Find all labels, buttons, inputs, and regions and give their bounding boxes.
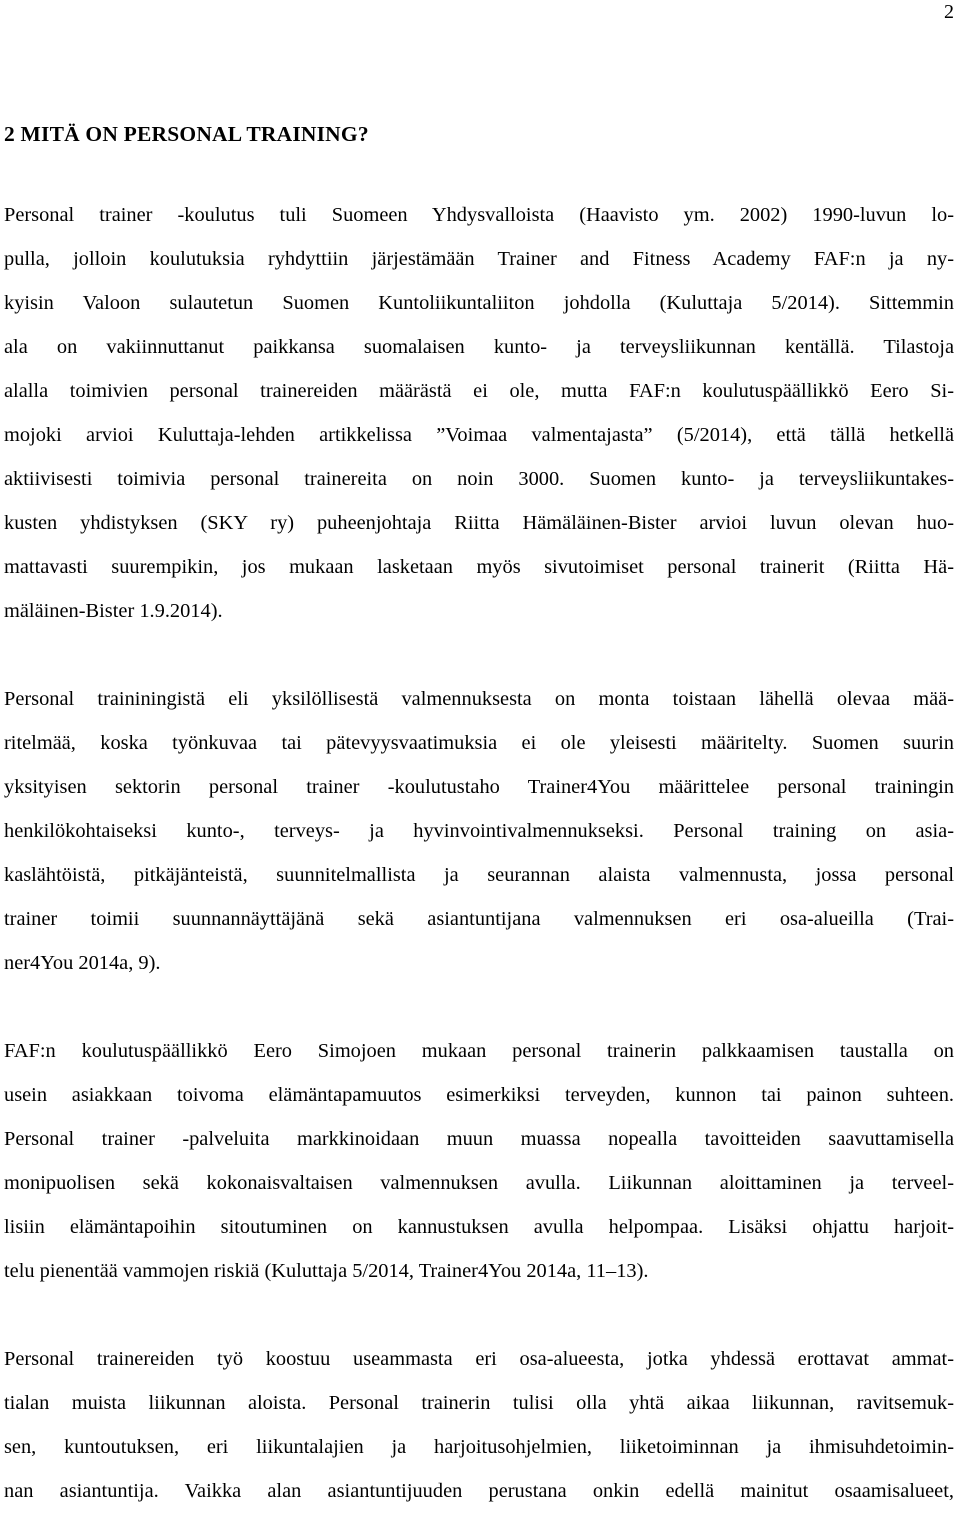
text-line: Personal traininingistä eli yksilöllisestä valmennuksesta on monta toistaan lähellä olevaa mää- xyxy=(4,688,954,710)
text-line: kusten yhdistyksen (SKY ry) puheenjohtaja Riitta Hämäläinen-Bister arvioi luvun olevan huo- xyxy=(4,512,954,534)
text-line: mäläinen-Bister 1.9.2014). xyxy=(4,600,223,622)
text-line: yksityisen sektorin personal trainer -koulutustaho Trainer4You määrittelee personal trainingin xyxy=(4,776,954,798)
paragraph-definition xyxy=(4,684,954,992)
text-line: nan asiantuntija. Vaikka alan asiantuntijuuden perustana onkin edellä mainitut osaamisalueet, xyxy=(4,1480,954,1502)
text-line: monipuolisen sekä kokonaisvaltaisen valmennuksen avulla. Liikunnan aloittaminen ja terveel- xyxy=(4,1172,954,1194)
page-number: 2 xyxy=(944,1,954,23)
text-line: Personal trainer -koulutus tuli Suomeen Yhdysvalloista (Haavisto ym. 2002) 1990-luvun lo- xyxy=(4,204,954,226)
text-line: lisiin elämäntapoihin sitoutuminen on kannustuksen avulla helpompaa. Lisäksi ohjattu harjoit- xyxy=(4,1216,954,1238)
text-line: henkilökohtaiseksi kunto-, terveys- ja hyvinvointivalmennukseksi. Personal training on asia- xyxy=(4,820,954,842)
paragraph-history xyxy=(4,200,954,640)
text-line: mojoki arvioi Kuluttaja-lehden artikkelissa ”Voimaa valmentajasta” (5/2014), että tällä hetkellä xyxy=(4,424,954,446)
text-line: ner4You 2014a, 9). xyxy=(4,952,161,974)
text-line: alalla toimivien personal trainereiden määrästä ei ole, mutta FAF:n koulutuspäällikkö Eero Si- xyxy=(4,380,954,402)
text-line: telu pienentää vammojen riskiä (Kuluttaja 5/2014, Trainer4You 2014a, 11–13). xyxy=(4,1260,649,1282)
text-line: usein asiakkaan toivoma elämäntapamuutos esimerkiksi terveyden, kunnon tai painon suhteen. xyxy=(4,1084,954,1106)
text-line: kyisin Valoon sulautetun Suomen Kuntoliikuntaliiton johdolla (Kuluttaja 5/2014). Sittemmin xyxy=(4,292,954,314)
text-line: aktiivisesti toimivia personal trainereita on noin 3000. Suomen kunto- ja terveysliikuntakes- xyxy=(4,468,954,490)
text-line: trainer toimii suunnannäyttäjänä sekä asiantuntijana valmennuksen eri osa-alueilla (Trai- xyxy=(4,908,954,930)
text-line: Personal trainereiden työ koostuu useammasta eri osa-alueesta, jotka yhdessä erottavat ammat- xyxy=(4,1348,954,1370)
paragraph-motivation xyxy=(4,1036,954,1300)
text-line: Personal trainer -palveluita markkinoidaan muun muassa nopealla tavoitteiden saavuttamisella xyxy=(4,1128,954,1150)
text-line: pulla, jolloin koulutuksia ryhdyttiin järjestämään Trainer and Fitness Academy FAF:n ja ny- xyxy=(4,248,954,270)
paragraph-expertise xyxy=(4,1344,954,1520)
text-line: ritelmää, koska työnkuvaa tai pätevyysvaatimuksia ei ole yleisesti määritelty. Suomen suurin xyxy=(4,732,954,754)
text-line: FAF:n koulutuspäällikkö Eero Simojoen mukaan personal trainerin palkkaamisen taustalla on xyxy=(4,1040,954,1062)
text-line: sen, kuntoutuksen, eri liikuntalajien ja harjoitusohjelmien, liiketoiminnan ja ihmisuhdetoimin- xyxy=(4,1436,954,1458)
text-line: tialan muista liikunnan aloista. Personal trainerin tulisi olla yhtä aikaa liikunnan, ravitsemuk- xyxy=(4,1392,954,1414)
text-line: mattavasti suurempikin, jos mukaan lasketaan myös sivutoimiset personal trainerit (Riitta Hä- xyxy=(4,556,954,578)
text-line: ala on vakiinnuttanut paikkansa suomalaisen kunto- ja terveysliikunnan kentällä. Tilastoja xyxy=(4,336,954,358)
text-line: kaslähtöistä, pitkäjänteistä, suunnitelmallista ja seurannan alaista valmennusta, jossa personal xyxy=(4,864,954,886)
chapter-heading: 2 MITÄ ON PERSONAL TRAINING? xyxy=(4,122,369,146)
